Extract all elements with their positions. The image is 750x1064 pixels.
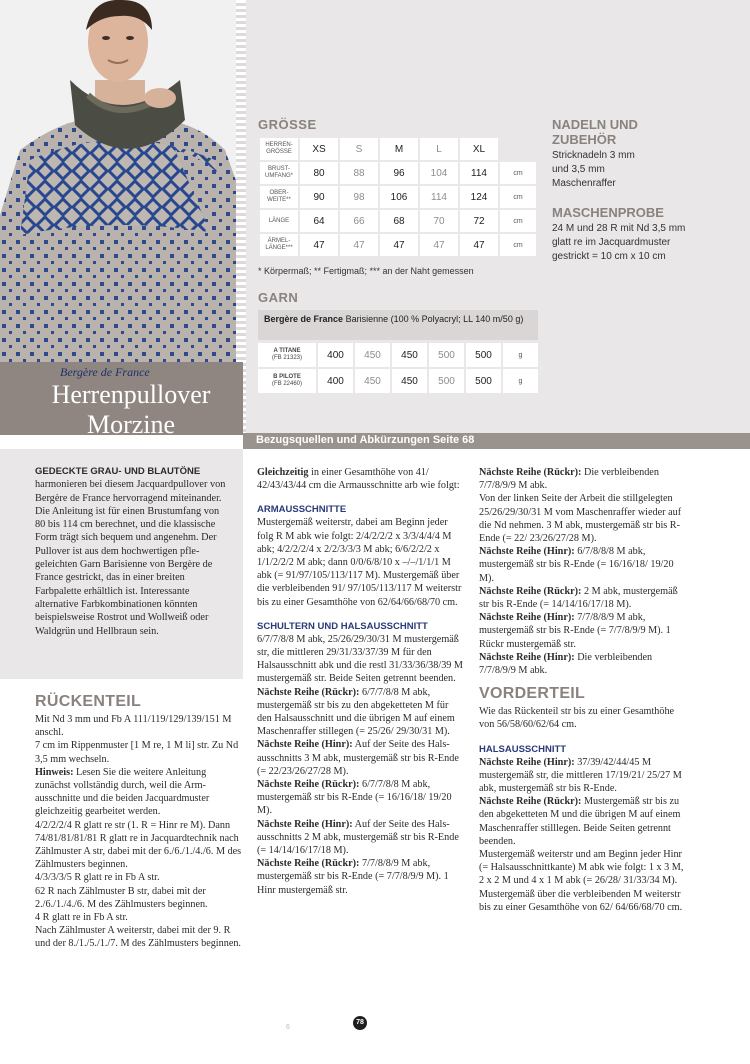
size-cell: XS — [300, 138, 338, 160]
size-footnote: * Körpermaß; ** Fertigmaß; *** an der Naht gemessen — [258, 266, 474, 276]
paragraph: 7 cm im Rippenmuster [1 M re, 1 M li] str. Zu Nd 3,5 mm wechseln. — [35, 740, 239, 765]
row-instruction — [479, 466, 689, 492]
size-cell: 47 — [420, 234, 458, 256]
paragraph: 4 R glatt re in Fb A str. — [35, 912, 128, 924]
row-instruction — [257, 857, 465, 897]
yarn-table — [256, 341, 540, 395]
row-text: Die verbleibenden 7/7/8/9/9 M abk. — [479, 467, 659, 492]
column-front — [479, 466, 689, 914]
row-label: Nächste Reihe (Hinr): — [479, 651, 575, 663]
size-cell: 47 — [460, 234, 498, 256]
size-row-label: LÄNGE — [260, 210, 298, 232]
unit-cell: g — [503, 369, 538, 393]
note-label: Hinweis: — [35, 766, 74, 778]
paragraph: Mustergemäß weiterstr und am Beginn jeder Hinr (= Halsausschnittkante) M abk wie folgt: 1 x 3 M, 2 x 2 M und 4 x 1 M abk (= 26/28/ 31/33/34 M). — [479, 849, 684, 887]
subtitle-armholes: ARMAUSSCHNITTE — [257, 504, 347, 516]
row-text: 2 M abk, mustergemäß str bis R-Ende (= 14/14/16/17/18 M). — [479, 585, 678, 611]
yarn-desc: Barisienne (100 % Polyacryl; LL 140 m/50 g) — [345, 314, 524, 324]
yarn-color-name: B PILOTE — [273, 374, 301, 380]
size-row — [260, 186, 536, 208]
paragraph: Mit Nd 3 mm und Fb A 111/119/129/139/151 M anschl. — [35, 714, 232, 739]
row-instruction — [479, 545, 689, 585]
small-mark: 6 — [286, 1024, 290, 1031]
unit-cell: g — [503, 343, 538, 367]
row-instruction — [257, 686, 465, 739]
size-cell: L — [420, 138, 458, 160]
note-text: Lesen Sie die weitere Anleitung zunächst vollständig durch, weil die Armausschnitte und die beiden Jacquardmuster gleichzeitig gearbeitet werden. — [35, 766, 210, 818]
paragraph: Nach Zählmuster A weiterstr, dabei mit der 9. R und der 8./1./5./1./7. M des Zählmusters beginnen. — [35, 925, 241, 950]
yarn-cell: 450 — [355, 369, 390, 393]
size-row — [260, 162, 536, 184]
size-cell: XL — [460, 138, 498, 160]
yarn-color-label — [258, 343, 316, 367]
yarn-cell: 500 — [466, 343, 501, 367]
section-title-back: RÜCKENTEIL — [35, 693, 142, 710]
row-instruction — [479, 795, 689, 848]
row-instruction — [257, 778, 465, 818]
run-text: in einer Gesamthöhe von 41/ 42/43/43/44 cm die Armausschnitte arb wie folgt: — [257, 467, 460, 492]
row-text: 6/7/7/8/8 M abk, mustergemäß str bis R-Ende (= 16/16/18/ 19/20 M). — [257, 779, 452, 817]
yarn-cell: 500 — [429, 343, 464, 367]
row-label: Nächste Reihe (Hinr): — [479, 756, 575, 768]
size-row-label: ÄRMEL-LÄNGE*** — [260, 234, 298, 256]
size-cell: 72 — [460, 210, 498, 232]
paragraph: 6/7/7/8/8 M abk, 25/26/29/30/31 M mustergemäß str, die mittleren 29/31/33/37/39 M für den Halsausschnitt abk und die restl 31/33/36/38/39 M mustergemäß str. Beide Seiten getrennt beenden. — [257, 633, 463, 685]
paragraph: 62 R nach Zählmuster B str, dabei mit der 2./6./1./4./6. M des Zählmusters beginnen. — [35, 885, 208, 910]
yarn-cell: 400 — [318, 369, 353, 393]
size-cell: 98 — [340, 186, 378, 208]
row-label: Nächste Reihe (Rückr): — [479, 796, 582, 808]
intro-lead: GEDECKTE GRAU- UND BLAUTÖNE — [35, 466, 201, 477]
yarn-description — [258, 310, 538, 340]
yarn-brand: Bergère de France — [264, 314, 344, 324]
row-text: 7/7/8/8/9 M abk, mustergemäß str bis R-Ende (= 7/7/8/9/9 M). 1 Rückr mustergemäß str. — [479, 612, 671, 650]
size-cell: 66 — [340, 210, 378, 232]
size-cell: 90 — [300, 186, 338, 208]
row-text: Auf der Seite des Halsausschnitts 3 M abk, mustergemäß str bis R-Ende (= 22/23/26/27/28 M). — [257, 739, 459, 777]
yarn-cell: 400 — [318, 343, 353, 367]
size-cell: 88 — [340, 162, 378, 184]
title-line-2: Morzine — [86, 410, 176, 439]
row-instruction — [479, 756, 689, 796]
size-row — [260, 234, 536, 256]
size-cell: M — [380, 138, 418, 160]
needles-line: und 3,5 mm — [552, 164, 605, 175]
gauge-line: 24 M und 28 R mit Nd 3,5 mm — [552, 223, 686, 234]
sweater-model-illustration — [0, 0, 243, 362]
size-cell: 106 — [380, 186, 418, 208]
yarn-color-label — [258, 369, 316, 393]
yarn-row — [258, 343, 538, 367]
size-cell: 96 — [380, 162, 418, 184]
gauge-line: gestrickt = 10 cm x 10 cm — [552, 251, 666, 262]
size-cell: 114 — [420, 186, 458, 208]
size-row-label: OBER-WEITE** — [260, 186, 298, 208]
gauge-list — [552, 222, 685, 264]
unit-cell — [500, 138, 536, 160]
size-cell: 114 — [460, 162, 498, 184]
row-label: Nächste Reihe (Rückr): — [479, 585, 582, 597]
row-label: Nächste Reihe (Rückr): — [257, 779, 360, 791]
paragraph: Von der linken Seite der Arbeit die stillgelegten 25/26/29/30/31 M vom Maschenraffer wieder auf die Nd nehmen. 3 M abk, mustergemäß str bis R-Ende (= 22/ 23/26/27/28 M). — [479, 493, 682, 545]
row-text: 7/7/8/8/9 M abk, mustergemäß str bis R-Ende (= 7/7/8/9/9 M). 1 Hinr mustergemäß str. — [257, 858, 449, 896]
row-instruction — [479, 611, 689, 651]
row-text: Die verbleibenden 7/7/8/9/9 M abk. — [479, 651, 653, 677]
row-label: Nächste Reihe (Hinr): — [479, 546, 575, 558]
size-cell: 70 — [420, 210, 458, 232]
row-label: Nächste Reihe (Rückr): — [257, 686, 360, 698]
row-label: Nächste Reihe (Hinr): — [479, 612, 575, 624]
size-cell: 124 — [460, 186, 498, 208]
title-line-1: Herrenpullover — [51, 380, 211, 409]
paragraph — [257, 466, 465, 492]
size-cell: 68 — [380, 210, 418, 232]
row-text: Auf der Seite des Halsausschnitts 2 M abk, mustergemäß str bis R-Ende (= 14/14/16/17/18 M). — [257, 818, 459, 857]
yarn-color-name: A TITANE — [273, 348, 301, 354]
gauge-line: glatt re im Jacquardmuster — [552, 237, 671, 248]
paragraph: Mustergemäß über die verbleibenden M weiterstr bis zu einer Gesamthöhe von 62/ 64/66/68/70 cm. — [479, 888, 683, 913]
needles-list — [552, 149, 635, 191]
yarn-cell: 500 — [429, 369, 464, 393]
size-cell: 47 — [340, 234, 378, 256]
size-cell: S — [340, 138, 378, 160]
unit-cell: cm — [500, 234, 536, 256]
needles-heading: NADELN UND ZUBEHÖR — [552, 117, 638, 147]
needles-line: Maschenraffer — [552, 178, 616, 189]
yarn-cell: 450 — [392, 369, 427, 393]
column-armhole — [257, 466, 465, 897]
row-label: Nächste Reihe (Rückr): — [479, 467, 582, 478]
size-cell: 47 — [300, 234, 338, 256]
yarn-cell: 450 — [355, 343, 390, 367]
yarn-row — [258, 369, 538, 393]
needles-line: Stricknadeln 3 mm — [552, 150, 635, 161]
size-cell: 80 — [300, 162, 338, 184]
row-label: Nächste Reihe (Hinr): — [257, 818, 353, 830]
row-text: Mustergemäß str bis zu den abgeketteten M und die übrigen M auf einem Maschenraffer stilllegen. Beide Seiten getrennt beenden. — [479, 796, 681, 847]
note-paragraph — [35, 766, 243, 819]
size-cell: 47 — [380, 234, 418, 256]
row-label: Nächste Reihe (Hinr): — [257, 739, 353, 751]
row-instruction — [257, 738, 465, 778]
size-cell: 104 — [420, 162, 458, 184]
row-label: Nächste Reihe (Rückr): — [257, 858, 360, 870]
paragraph: Wie das Rückenteil str bis zu einer Gesamthöhe von 56/58/60/62/64 cm. — [479, 706, 675, 731]
size-cell: 64 — [300, 210, 338, 232]
size-table — [258, 136, 538, 258]
yarn-cell: 500 — [466, 369, 501, 393]
yarn-color-code: (FB 22460) — [271, 381, 302, 387]
gauge-heading: MASCHENPROBE — [552, 205, 664, 220]
page-number: 78 — [353, 1016, 367, 1030]
section-title-front: VORDERTEIL — [479, 685, 586, 703]
row-instruction — [479, 585, 689, 611]
row-instruction — [257, 818, 465, 858]
paragraph: 4/3/3/3/5 R glatt re in Fb A str. — [35, 872, 160, 884]
unit-cell: cm — [500, 162, 536, 184]
intro-text: harmonieren bei diesem Jacquardpullover von Bergère de France hervorragend miteinander. Die Anleitung ist für einen Brustumfang von 80 bis 114 cm berechnet, und die klassische Form trägt sich bequem und angenehm. Der Pullover ist aus dem hochwertigen pflegeleichten Garn Barisienne von Bergère de France gestrickt, das in einer breiten Farbpalette erhältlich ist. Interessante alternative Farbkombinationen könnten beispielsweise Rostrot und Wollweiß oder Waldgrün und Hellbraun sein. — [35, 479, 226, 637]
row-text: 6/7/8/8/8 M abk, mustergemäß str bis R-Ende (= 16/16/18/ 19/20 M). — [479, 546, 674, 584]
subtitle-shoulders: SCHULTERN UND HALSAUSSCHNITT — [257, 620, 428, 632]
product-photo — [0, 0, 243, 362]
row-text: 37/39/42/44/45 M mustergemäß str, die mittleren 17/19/21/ 25/27 M abk, mustergemäß str bis R-Ende. — [479, 756, 682, 795]
size-row — [260, 138, 536, 160]
size-row — [260, 210, 536, 232]
run-label: Gleichzeitig — [257, 467, 309, 478]
unit-cell: cm — [500, 210, 536, 232]
paragraph: Mustergemäß weiterstr, dabei am Beginn jeder folg R M abk wie folgt: 2/4/2/2/2 x 3/3/4/4/4 M abk; 4/2/2/2/4 x 2/2/3/3/3 M abk; 6/6/2/2/2 x 1/1/2/2/2 M abk; dann 0/0/6/8/10 x –/–/1/1/1 M abk (= 91/97/105/113/117 M). Mustergemäß über die verbleibenden 91/ 97/105/113/117 M weiterstr bis zu einer Gesamthöhe von 62/64/66/68/70 cm. — [257, 517, 462, 608]
sources-reference: Bezugsquellen und Abkürzungen Seite 68 — [256, 434, 475, 446]
size-row-label: BRUST-UMFANG* — [260, 162, 298, 184]
row-instruction — [479, 651, 689, 677]
yarn-cell: 450 — [392, 343, 427, 367]
column-back — [35, 693, 243, 951]
brand-label: Bergère de France — [60, 365, 150, 379]
row-text: 6/7/7/8/8 M abk, mustergemäß str bis zu den abgeketteten M für den Halsausschnitt und die übrigen M auf einem Maschenraffer stillegen (= 25/26/ 29/30/31 M). — [257, 686, 455, 738]
paragraph: 4/2/2/2/4 R glatt re str (1. R = Hinr re M). Dann 74/81/81/81/81 R glatt re in Jacquardtechnik nach Zählmuster A str, dabei mit der 6./6./1./4./6. M des Zählmusters beginnen. — [35, 819, 242, 871]
subtitle-neckline: HALSAUSSCHNITT — [479, 743, 567, 755]
size-row-label: HERREN-GRÖSSE — [260, 138, 298, 160]
unit-cell: cm — [500, 186, 536, 208]
page-title — [36, 380, 226, 440]
yarn-heading: GARN — [258, 290, 299, 305]
size-heading: GRÖSSE — [258, 117, 317, 132]
yarn-color-code: (FB 21323) — [271, 355, 302, 361]
intro-box — [0, 449, 243, 679]
